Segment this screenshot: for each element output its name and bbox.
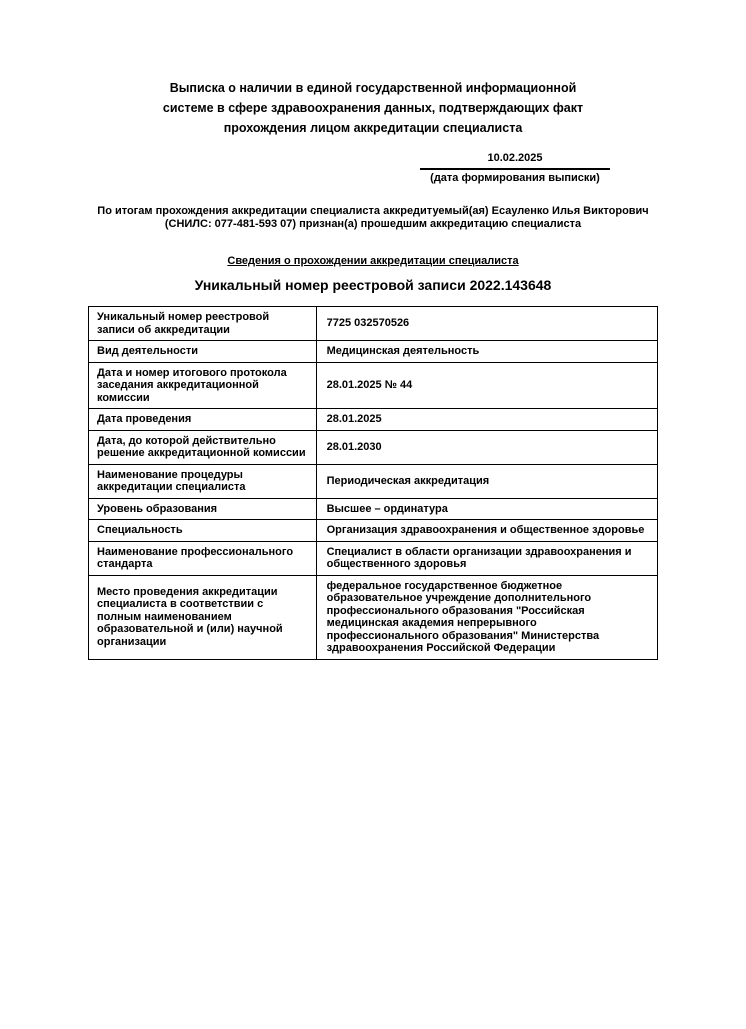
table-row <box>89 307 658 341</box>
row-label: Наименование профессионального стандарта <box>89 541 317 575</box>
table-row <box>89 520 658 542</box>
record-number-heading: Уникальный номер реестровой записи 2022.143648 <box>194 277 552 293</box>
row-label: Наименование процедуры аккредитации специалиста <box>89 464 317 498</box>
table-row <box>89 341 658 363</box>
date-block <box>420 152 610 185</box>
title-line: Выписка о наличии в единой государственной информационной <box>169 81 577 95</box>
row-value: 28.01.2025 <box>316 409 657 431</box>
extract-date-caption: (дата формирования выписки) <box>430 172 600 184</box>
table-row <box>89 464 658 498</box>
row-value: Специалист в области организации здравоохранения и общественного здоровья <box>316 541 657 575</box>
row-value: 7725 032570526 <box>316 307 657 341</box>
row-value: Периодическая аккредитация <box>316 464 657 498</box>
table-row <box>89 498 658 520</box>
extract-date: 10.02.2025 <box>420 152 610 170</box>
row-label: Дата, до которой действительно решение аккредитационной комиссии <box>89 430 317 464</box>
row-value: 28.01.2030 <box>316 430 657 464</box>
row-value: федеральное государственное бюджетное образовательное учреждение дополнительного профессионального образования "Российская медицинская академия непрерывного профессионального образования" Министерства здравоохранения Российской Федерации <box>316 575 657 659</box>
row-label: Дата проведения <box>89 409 317 431</box>
table-row <box>89 430 658 464</box>
row-value: Организация здравоохранения и общественное здоровье <box>316 520 657 542</box>
intro-paragraph: По итогам прохождения аккредитации специалиста аккредитуемый(ая) Есауленко Илья Викторович (СНИЛС: 077-481-593 07) признан(а) прошедшим аккредитацию специалиста <box>97 205 649 230</box>
row-label: Вид деятельности <box>89 341 317 363</box>
row-label: Уникальный номер реестровой записи об аккредитации <box>89 307 317 341</box>
section-heading: Сведения о прохождении аккредитации специалиста <box>227 255 519 267</box>
row-value: 28.01.2025 № 44 <box>316 362 657 409</box>
row-value: Высшее – ординатура <box>316 498 657 520</box>
title-line: прохождения лицом аккредитации специалиста <box>223 121 523 135</box>
row-label: Специальность <box>89 520 317 542</box>
table-row <box>89 575 658 659</box>
table-row <box>89 541 658 575</box>
table-row <box>89 362 658 409</box>
row-label: Уровень образования <box>89 498 317 520</box>
row-value: Медицинская деятельность <box>316 341 657 363</box>
table-row <box>89 409 658 431</box>
accreditation-table <box>88 306 658 660</box>
row-label: Место проведения аккредитации специалиста в соответствии с полным наименованием образовательной и (или) научной организации <box>89 575 317 659</box>
row-label: Дата и номер итогового протокола заседания аккредитационной комиссии <box>89 362 317 409</box>
title-line: системе в сфере здравоохранения данных, подтверждающих факт <box>162 101 584 115</box>
document-title <box>88 78 658 138</box>
